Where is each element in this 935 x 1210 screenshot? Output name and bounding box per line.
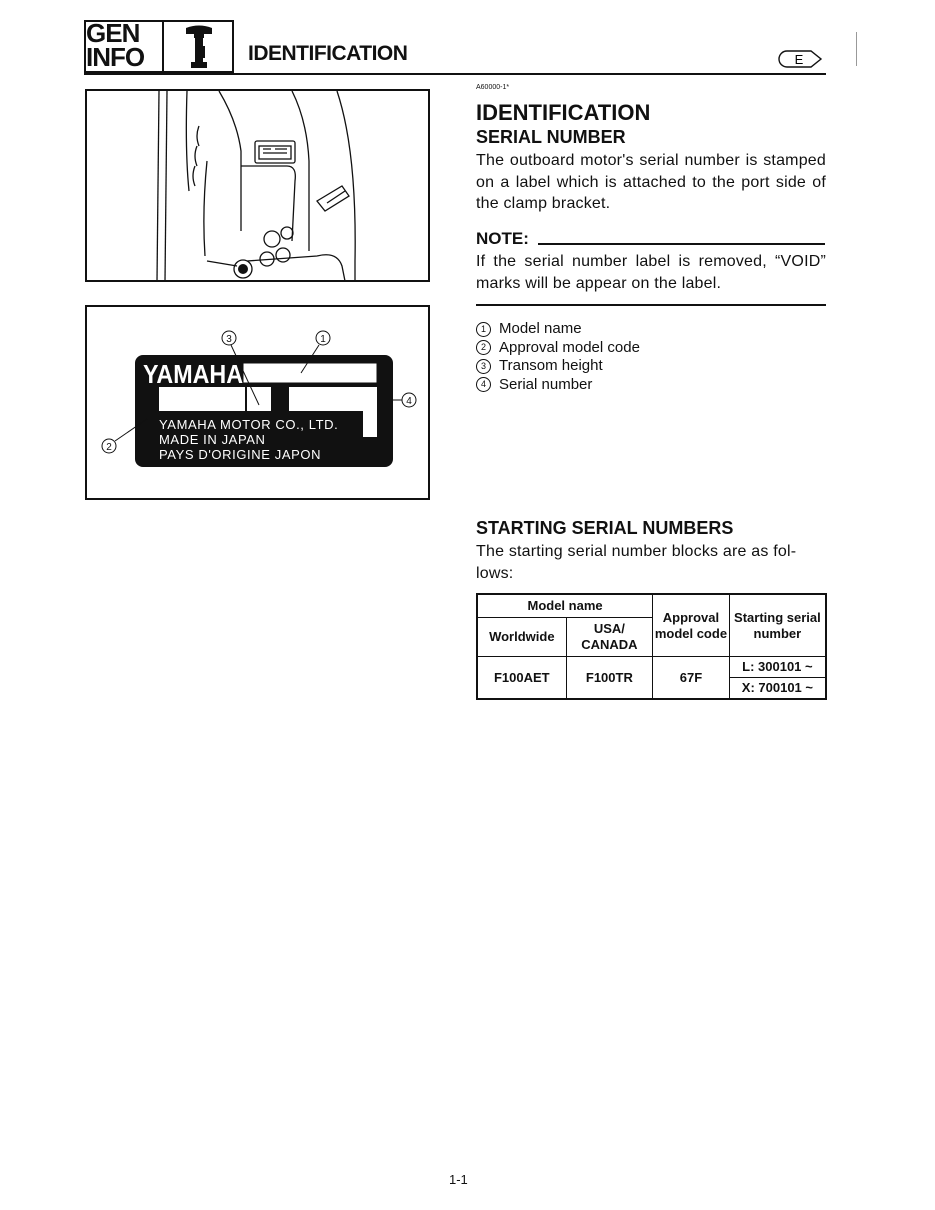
serial-label-illustration [85, 305, 430, 500]
label-line1: YAMAHA MOTOR CO., LTD. [159, 417, 339, 432]
legend-item [476, 357, 640, 376]
header-model-name: Model name [477, 594, 653, 618]
header-rule [84, 73, 826, 75]
section-badge-divider [162, 20, 164, 73]
approval-code-field [159, 387, 245, 411]
serial-label-drawing [87, 307, 430, 500]
language-badge-icon [775, 49, 823, 69]
legend-label: Transom height [499, 357, 603, 374]
note-end-rule [476, 304, 826, 306]
starting-serial-heading: STARTING SERIAL NUMBERS [476, 518, 734, 538]
callout-3: 3 [226, 334, 232, 345]
header-approval: Approval model code [653, 594, 730, 657]
callout-2: 2 [106, 442, 112, 453]
header-usa-canada: USA/ CANADA [566, 618, 653, 657]
legend-number: 4 [476, 377, 491, 392]
serial-number-heading: SERIAL NUMBER [476, 127, 626, 147]
starting-serial-intro: The starting serial number blocks are as fol-lows: [476, 543, 797, 582]
callout-1: 1 [320, 334, 326, 345]
legend-item [476, 320, 640, 339]
margin-mark [856, 32, 857, 66]
figure-legend [476, 320, 640, 394]
serial-number-body: The outboard motor's serial number is stamped on a label which is attached to the port side of the clamp bracket. [476, 152, 826, 212]
section-label-line2: INFO [86, 42, 145, 72]
clamp-bracket-illustration [85, 89, 430, 282]
cell-approval: 67F [653, 657, 730, 700]
header-worldwide: Worldwide [477, 618, 566, 657]
legend-number: 3 [476, 359, 491, 374]
legend-number: 1 [476, 322, 491, 337]
main-heading: IDENTIFICATION [476, 100, 651, 125]
section-label-line1: GEN [86, 18, 140, 48]
cell-worldwide: F100AET [477, 657, 566, 700]
document-code: A60000-1* [476, 84, 510, 91]
callout-4: 4 [406, 396, 412, 407]
label-line2: MADE IN JAPAN [159, 432, 266, 447]
cell-usa-canada: F100TR [566, 657, 653, 700]
legend-item [476, 376, 640, 395]
label-line3: PAYS D'ORIGINE JAPON [159, 447, 322, 462]
serial-number-tail [363, 411, 377, 437]
legend-item [476, 339, 640, 358]
legend-label: Model name [499, 320, 582, 337]
page-number: 1-1 [449, 1172, 468, 1187]
note-text: If the serial number label is removed, “VOID” marks will be appear on the label. [476, 253, 826, 292]
legend-number: 2 [476, 340, 491, 355]
transom-height-field [247, 387, 271, 411]
serial-number-field [289, 387, 377, 411]
legend-label: Approval model code [499, 338, 640, 356]
model-name-field [243, 363, 377, 383]
outboard-motor-icon [168, 24, 230, 70]
cell-serial-l: L: 300101 ~ [729, 657, 826, 678]
header-starting-serial: Starting serial number [729, 594, 826, 657]
note-label: NOTE: [476, 229, 529, 248]
note-rule [538, 243, 825, 245]
language-badge-text: E [794, 52, 804, 67]
starting-serial-table [476, 593, 827, 700]
cell-serial-x: X: 700101 ~ [729, 678, 826, 700]
clamp-bracket-drawing [87, 91, 430, 282]
table-row [477, 657, 826, 678]
page-title: IDENTIFICATION [248, 42, 408, 65]
legend-label: Serial number [499, 375, 593, 393]
label-brand: YAMAHA [143, 359, 244, 389]
section-label [86, 18, 162, 72]
